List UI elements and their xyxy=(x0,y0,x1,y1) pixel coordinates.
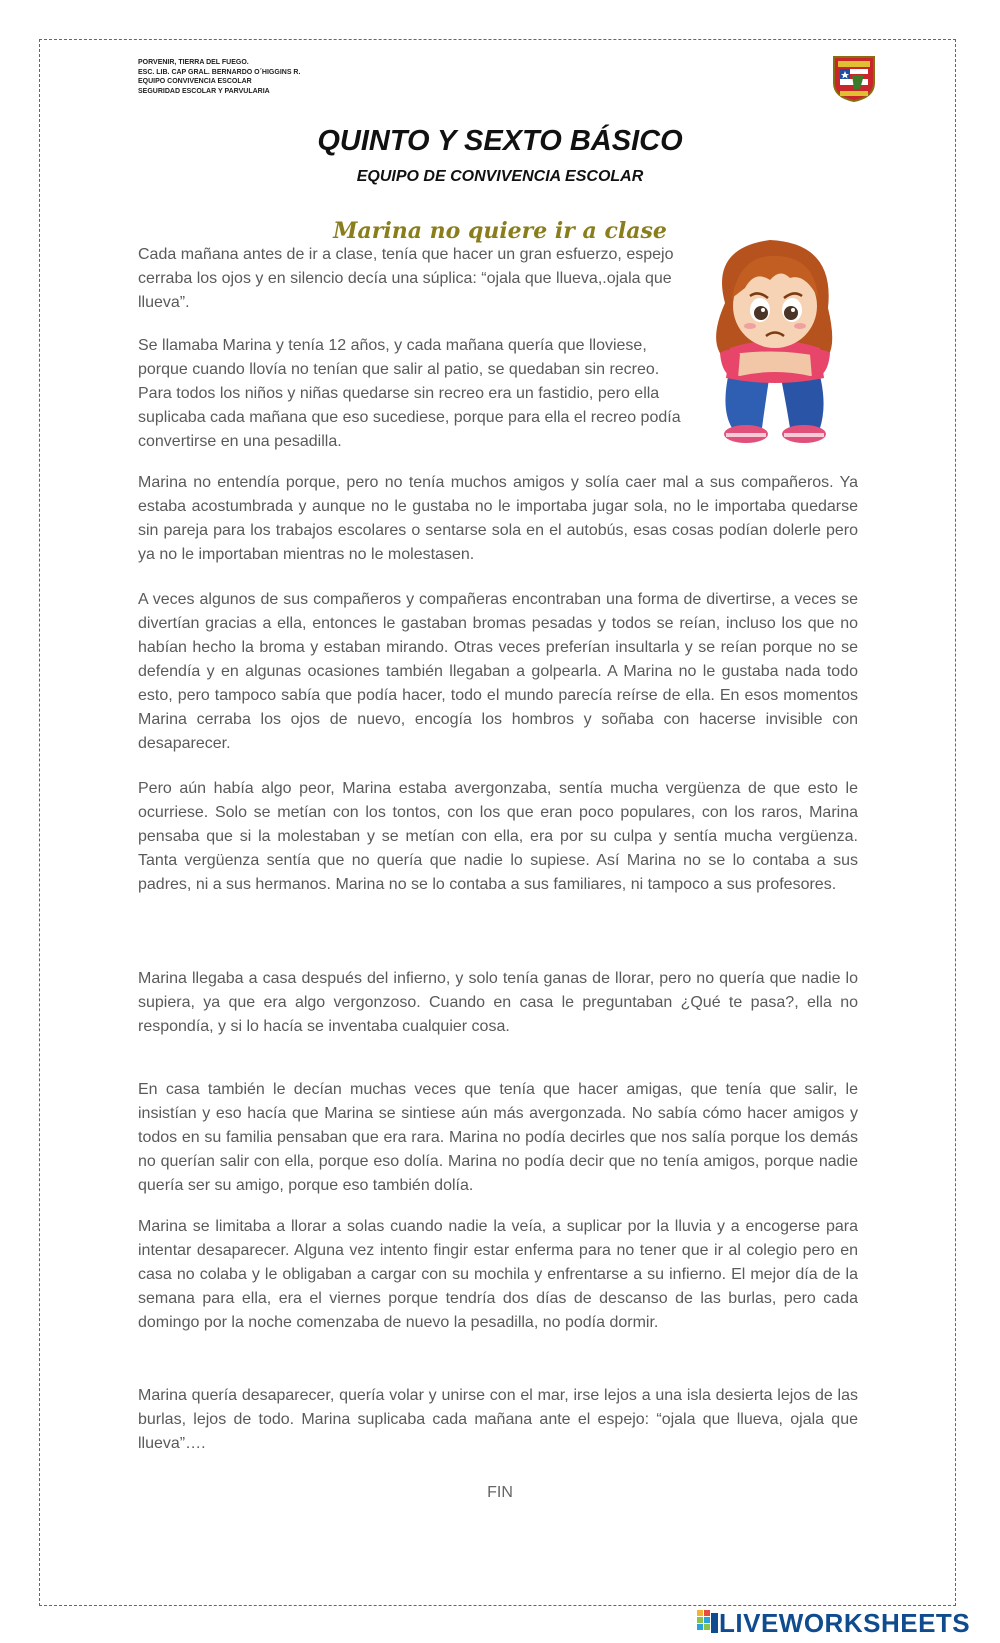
story-paragraph: Marina quería desaparecer, quería volar y unirse con el mar, irse lejos a una isla desierta lejos de las burlas, lejos de todo. Marina suplicaba cada mañana ante el espejo: “ojala que llueva, ojala que llueva”…. xyxy=(138,1387,858,1452)
header-line: SEGURIDAD ESCOLAR Y PARVULARIA xyxy=(138,87,270,95)
liveworksheets-logo-icon xyxy=(697,1610,719,1636)
school-header xyxy=(138,58,300,96)
end-text: FIN xyxy=(487,1484,513,1501)
page-title: QUINTO Y SEXTO BÁSICO xyxy=(317,125,683,157)
story-paragraph: En casa también le decían muchas veces que tenía que hacer amigas, que tenía que salir, le insistían y eso hacía que Marina se sintiese aún más avergonzada. No sabía cómo hacer amigos y todos en su familia pensaban que era rara. Marina no podía decirles que nos salía porque los demás no querían salir con ella, porque eso dolía. Marina no podía decir que no tenía amigos, porque nadie quería ser su amigo, porque eso también dolía. xyxy=(138,1081,858,1194)
story-paragraph: Marina llegaba a casa después del infierno, y solo tenía ganas de llorar, pero no quería que nadie lo supiera, ya que era algo vergonzoso. Cuando en casa le preguntaban ¿Qué te pasa?, ella no respondía, y si lo hacía se inventaba cualquier cosa. xyxy=(138,970,858,1035)
story-paragraph: Se llamaba Marina y tenía 12 años, y cada mañana quería que lloviese, porque cuando llovía no tenían que salir al patio, se quedaban sin recreo. Para todos los niños y niñas quedarse sin recreo era un fastidio, pero ella suplicaba cada mañana que eso sucediese, porque para ella el recreo podía convertirse en una pesadilla. xyxy=(138,337,681,450)
story-paragraph: Marina no entendía porque, pero no tenía muchos amigos y solía caer mal a sus compañeros. Ya estaba acostumbrada y aunque no le gustaba no le importaba jugar sola, no le importaba quedarse sin pareja para los trabajos escolares o sentarse sola en el autobús, esas cosas podían dolerle pero ya no le importaban mientras no le molestasen. xyxy=(138,474,858,563)
story-paragraph: A veces algunos de sus compañeros y compañeras encontraban una forma de divertirse, a veces se divertían gracias a ella, entonces le gastaban bromas pesadas y todos se reían, incluso los que no habían hecho la broma y estaban mirando. Otras veces preferían insultarla y se reían porque no se defendía y en algunas ocasiones también llegaban a golpearla. A Marina no le gustaba nada todo esto, pero tampoco sabía que podía hacer, todo el mundo parecía reírse de ella. En esos momentos Marina cerraba los ojos de nuevo, encogía los hombros y soñaba con hacerse invisible con desaparecer. xyxy=(138,591,858,752)
story-paragraph: Pero aún había algo peor, Marina estaba avergonzaba, sentía mucha vergüenza de que esto le ocurriese. Solo se metían con los tontos, con los que eran poco populares, con los raros, Marina pensaba que si la molestaban y se metían con ella, era por su culpa y sentía mucha vergüenza. Tanta vergüenza sentía que no quería que nadie lo supiese. Así Marina no se lo contaba a sus padres, ni a sus hermanos. Marina no se lo contaba a sus familiares, ni tampoco a sus profesores. xyxy=(138,780,858,893)
sad-girl-illustration-icon xyxy=(700,228,850,453)
header-line: ESC. LIB. CAP GRAL. BERNARDO O´HIGGINS R. xyxy=(138,68,301,76)
footer-brand[interactable] xyxy=(697,1608,970,1638)
school-crest-icon xyxy=(830,53,878,103)
brand-name: LIVEWORKSHEETS xyxy=(719,1607,971,1638)
story-paragraph: Cada mañana antes de ir a clase, tenía que hacer un gran esfuerzo, espejo cerraba los ojos y en silencio decía una súplica: “ojala que llueva,.ojala que llueva”. xyxy=(138,246,674,311)
header-line: PORVENIR, TIERRA DEL FUEGO. xyxy=(138,59,249,66)
story-title: Marina no quiere ir a clase xyxy=(333,218,667,244)
header-line: EQUIPO CONVIVENCIA ESCOLAR xyxy=(138,78,252,85)
story-paragraph: Marina se limitaba a llorar a solas cuando nadie la veía, a suplicar por la lluvia y a encogerse para intentar desaparecer. Alguna vez intento fingir estar enferma para no tener que ir al colegio pero en casa no colaba y le obligaban a cargar con su mochila y enfrentarse a su infierno. El mejor día de la semana para ella, era el viernes porque tendría dos días de descanso de las burlas, pero cada domingo por la noche comenzaba de nuevo la pesadilla, no podía dormir. xyxy=(138,1218,858,1331)
page-subtitle: EQUIPO DE CONVIVENCIA ESCOLAR xyxy=(356,168,644,185)
